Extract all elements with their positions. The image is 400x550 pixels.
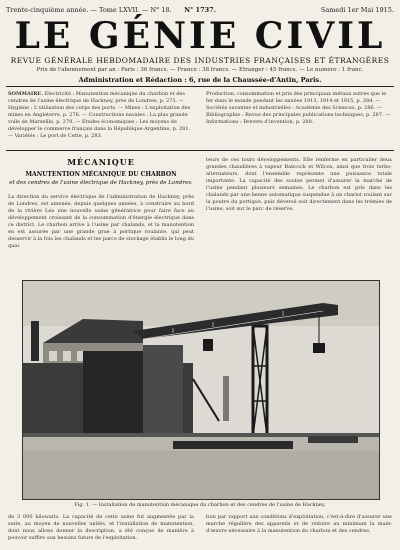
article-column-2: teurs de ces tours développements. Elle renferme en particulier deux grandes chaudières à vapeur Babcock et Wilcox, ainsi que trois turbo-alternateurs, dont l'ensemble représente une puissance totale importante. La capacité des soutes permet d'assurer la marche de l'usine pendant plusieurs semaines. Le charbon est pris dans les chalands par une benne automatique suspendue à un chariot roulant sur la poutre du portique, puis déversé soit directement dans les trémies de l'usine, soit sur le parc de réserve. xyxy=(206,157,392,212)
chimney xyxy=(31,321,39,361)
section-title: MÉCANIQUE xyxy=(67,157,135,167)
small-chimney xyxy=(223,376,229,421)
summary-label: SOMMAIRE. xyxy=(8,91,43,97)
gantry-crane-photo xyxy=(23,281,379,499)
summary-right: Production, consommation et prix des principaux métaux autres que le fer dans le monde pendant les années 1913, 1914 et 1915, p. 284. — Sociétés savantes et industrielles : Académie des Sciences, p. 286. — Bibliographie : Revue des principales publications techniques, p. 287. — Informations : Brevets d'invention, p. 288. xyxy=(206,91,391,125)
summary-left xyxy=(8,91,194,145)
summary-rule xyxy=(6,150,394,151)
figure-photo xyxy=(22,280,380,500)
window xyxy=(49,351,57,361)
summary-left-text: Électricité : Manutention mécanique du charbon et des cendres de l'usine électrique de Hackney, près de Londres, p. 273. — Hygiène : L'utilisation des corps des ports. — Mines : L'exploitation des mines en Angleterre, p. 276. — Constructions navales : La plus grande voile de Marseille, p. 279. — Études économiques : Les moyens de développer le commerce français dans la République Argentine, p. 281. — Variétés : Le port de Cette, p. 283. xyxy=(8,91,191,139)
trolley xyxy=(203,339,213,351)
masthead-subtitle: REVUE GÉNÉRALE HEBDOMADAIRE DES INDUSTRIES FRANÇAISES ET ÉTRANGÈRES xyxy=(10,56,390,65)
issue-date: Samedi 1er Mai 1915. xyxy=(320,6,394,14)
article-subtitle: et des cendres de l'usine électrique de Hackney, près de Londres. xyxy=(9,180,193,186)
barge-right xyxy=(308,436,358,443)
figure-caption: Fig. 1. — Installation de manutention mécanique du charbon et des cendres de l'usine de Hackney. xyxy=(74,502,326,508)
bottom-column-2: tion par rapport aux conditions d'exploitation, c'est-à-dire d'assurer une marche régulière des appareils et de réduire au minimum la main-d'œuvre nécessaire à la manutention du charbon et des cendres. xyxy=(206,514,392,534)
grab-bucket xyxy=(313,343,325,353)
header-rule xyxy=(6,86,394,87)
article-title: MANUTENTION MÉCANIQUE DU CHARBON xyxy=(25,171,177,178)
water-reflection xyxy=(23,451,379,499)
volume-info: Trente-cinquième année. — Tome LXVII. — N° 18. xyxy=(6,6,172,14)
window xyxy=(63,351,71,361)
coal-bunker xyxy=(83,351,143,435)
administration-address: Administration et Rédaction : 6, rue de la Chaussée-d'Antin, Paris. xyxy=(78,76,322,84)
barge xyxy=(173,441,293,449)
building-side xyxy=(143,345,183,435)
article-column-1: La direction du service électrique de l'administration de Hackney, près de Londres, est amenée, depuis quelques années, à construire au bord de la rivière Lea une nouvelle usine génératrice pour faire face au développement croissant de la consommation d'énergie électrique dans ce district. Le charbon arrive à l'usine par chalands, et la manutention en est assurée par une grande grue à portique roulante, qui peut desservir à la fois les chalands et les parcs de stockage établis le long du quai. xyxy=(8,194,194,249)
subscription-prices: Prix de l'abonnement par an : Paris : 36 francs. — France : 38 francs. — Étranger : 45 francs. — Le numéro : 1 franc. xyxy=(36,67,364,73)
masthead-title: LE GÉNIE CIVIL xyxy=(14,15,386,57)
issue-number: N° 1737. xyxy=(184,6,216,14)
bottom-column-1: de 3 000 kilowatts. La capacité de cette usine fut augmentée par la suite, au moyen de nouvelles unités, et l'installation de manutention, dont nous allons donner la description, a été conçue de manière à pouvoir suffire aux besoins futurs de l'exploitation. xyxy=(8,514,194,541)
